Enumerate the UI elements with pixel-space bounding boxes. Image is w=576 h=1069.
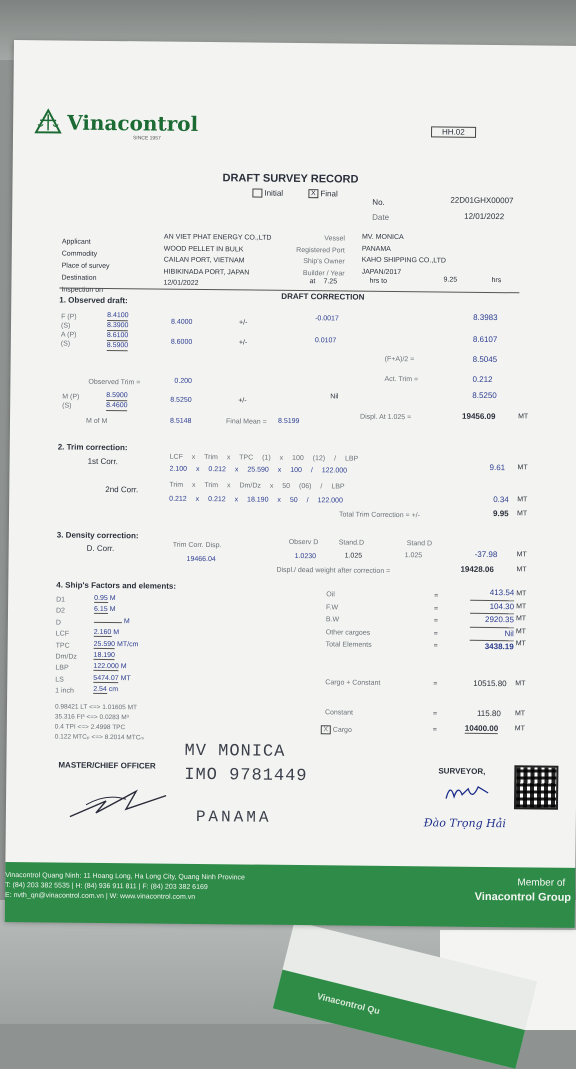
f-result: 8.3983 (473, 313, 498, 322)
displ-after-unit: MT (516, 566, 526, 573)
inch-unit: cm (109, 686, 118, 693)
dmdz-value: 18.190 (94, 652, 116, 660)
fp-label: F (P) (61, 313, 77, 322)
commodity-value: WOOD PELLET IN BULK (164, 243, 272, 256)
m-mean-value: 8.5250 (170, 397, 191, 404)
ap-value: 8.6100 (107, 331, 129, 341)
cargo-value: 10400.00 (465, 724, 498, 734)
ls-unit: MT (121, 675, 131, 682)
fifty-head: 50 (06) (282, 483, 311, 490)
x11: x (277, 497, 281, 504)
oil-label: Oil (326, 589, 372, 602)
second-corr-unit: MT (517, 496, 527, 503)
conv-tpi: 0.4 TPI <=> 2.4998 TPC (55, 722, 145, 733)
builder-value: JAPAN/2017 (362, 266, 446, 278)
applicant-label: Applicant (62, 237, 110, 250)
form-code: HH.02 (431, 126, 476, 137)
f-correction: -0.0017 (315, 315, 339, 322)
final-checkbox (308, 189, 337, 199)
conv-mtc: 0.122 MTCₚ <=> 8.2014 MTCₘ (55, 732, 145, 743)
fifty-val: 50 (290, 497, 298, 504)
x7: x (227, 482, 231, 489)
u5: MT (516, 638, 526, 651)
other-cargoes-value: Nil (470, 627, 514, 641)
x4: x (235, 466, 239, 473)
qr-code (514, 765, 558, 809)
footer-phone: T: (84) 203 382 5535 | H: (84) 936 911 811 | F: (84) 203 382 6169 (5, 882, 208, 891)
a-correction: 0.0107 (315, 337, 336, 344)
master-label: MASTER/CHIEF OFFICER (58, 761, 155, 771)
first-corr-unit: MT (518, 464, 528, 471)
conversion-table (55, 702, 145, 743)
displacement-value: 19456.09 (462, 412, 495, 421)
surveyor-signature (442, 779, 492, 808)
dmdz-head: Dm/Dz (239, 482, 260, 489)
cargo-constant-unit: MT (515, 680, 525, 687)
total-elements-value: 3438.19 (470, 641, 514, 654)
brand-name: Vinacontrol (67, 111, 198, 136)
lbp-value: 122.000 (93, 663, 118, 671)
cargo-box: X (321, 725, 331, 734)
d1-value: 0.95 (94, 595, 108, 603)
final-mean-value: 8.5199 (278, 418, 299, 425)
cargo-eq: = (433, 726, 437, 733)
ms-label: (S) (62, 402, 79, 411)
elements-values (470, 587, 515, 654)
elements-equals: = = = = = (434, 590, 439, 653)
trim-corr-row2-values (169, 496, 343, 505)
footer-address: Vinacontrol Quang Ninh: 11 Hoang Long, Ha Long City, Quang Ninh Province (5, 872, 245, 882)
fw-label: F.W (326, 602, 372, 615)
vessel-value: MV. MONICA (362, 232, 446, 244)
inspection-label: Inspection on (61, 285, 109, 298)
d-value (94, 622, 122, 623)
inch-label: 1 inch (55, 686, 77, 698)
observed-trim-value: 0.200 (174, 378, 192, 385)
slash3: / (320, 483, 322, 490)
u1: MT (516, 588, 526, 601)
place-label: Place of survey (62, 261, 110, 274)
observ-d-value: 1.0230 (295, 553, 316, 560)
owner-value: KAHO SHIPPING CO.,LTD (362, 255, 446, 267)
d2-label: D2 (56, 606, 78, 618)
x8: x (270, 483, 274, 490)
d1-label: D1 (56, 594, 78, 606)
trim3-head: Trim (204, 482, 218, 489)
act-trim-value: 0.212 (472, 375, 492, 384)
port-value: PANAMA (362, 243, 446, 255)
first-corr-label: 1st Corr. (88, 457, 118, 466)
scale-logo-icon (34, 108, 62, 134)
lcf-unit: M (113, 629, 119, 636)
x10: x (235, 496, 239, 503)
trim-head: Trim (204, 454, 218, 461)
final-mean-label: Final Mean = (226, 418, 267, 425)
displ-after-value: 19428.06 (460, 565, 493, 574)
vessel-label: Vessel (277, 233, 345, 245)
member-of-label: Member of (517, 877, 565, 888)
observed-trim-label: Observed Trim = (88, 379, 140, 387)
date-label: Date (372, 213, 389, 222)
m-nil: Nil (330, 393, 338, 400)
trim2-head: Trim (169, 482, 183, 489)
cargo-constant-eq: = (433, 680, 437, 687)
stand-d2-label: Stand D (407, 540, 432, 547)
oil-value: 413.54 (470, 587, 514, 601)
lbp-val: 122.000 (322, 467, 347, 474)
fa2-label: (F+A)/2 = (385, 356, 415, 363)
footer-email: E: nvth_qn@vinacontrol.com.vn | W: www.vinacontrol.com.vn (5, 892, 195, 901)
elements-labels (326, 589, 373, 652)
dmdz-val: 18.190 (247, 496, 268, 503)
act-trim-label: Act. Trim = (384, 376, 418, 383)
brand-since: SINCE 1957 (133, 135, 161, 141)
initial-label: Initial (264, 189, 283, 198)
fa2-value: 8.5045 (473, 355, 498, 364)
no-value: 22D01GHX00007 (450, 196, 513, 206)
mp-value: 8.5900 (106, 391, 128, 401)
tpc-val: 25.590 (247, 466, 268, 473)
hrs-label: hrs (491, 277, 501, 284)
factor-values (93, 593, 139, 696)
as-value: 8.5900 (107, 341, 129, 351)
u3: MT (516, 613, 526, 626)
master-signature (66, 783, 176, 824)
no-label: No. (372, 198, 385, 207)
tpc-label: TPC (56, 640, 78, 652)
bw-value: 2920.35 (470, 614, 514, 628)
owner-label: Ship's Owner (277, 256, 345, 268)
constant-value: 115.80 (477, 709, 501, 718)
inch-value: 2.54 (93, 686, 107, 694)
u2: MT (516, 601, 526, 614)
info-right-values (362, 232, 447, 279)
at-label: at (309, 278, 315, 285)
a-result: 8.6107 (473, 335, 498, 344)
tpc-value: 25.590 (94, 640, 116, 648)
ms-value: 8.4600 (106, 401, 128, 411)
section4-title: 4. Ship's Factors and elements: (56, 580, 176, 590)
stand-d-label: Stand.D (339, 539, 364, 546)
section1-title: 1. Observed draft: (59, 295, 128, 305)
conv-lt: 0.98421 LT <=> 1.01605 MT (55, 702, 145, 713)
x3: x (196, 466, 200, 473)
lbp-head: LBP (345, 455, 358, 462)
lcf-label: LCF (56, 629, 78, 641)
total-trim-value: 9.95 (493, 509, 509, 518)
vessel-stamp-imo: IMO 9781449 (184, 766, 307, 786)
initial-box (252, 189, 262, 198)
displ-after-label: Displ./ dead weight after correction = (276, 567, 390, 575)
to-value: 9.25 (443, 277, 457, 284)
trim-corr-row1-values (169, 466, 347, 475)
mp-label: M (P) (62, 393, 79, 402)
x2: x (227, 454, 231, 461)
total-elements-label: Total Elements (326, 639, 372, 652)
tpc-head: TPC (1) (239, 454, 271, 461)
commodity-label: Commodity (62, 249, 110, 262)
second-document-text: Vinacontrol Qu (316, 991, 381, 1016)
at-value: 7.25 (323, 278, 337, 285)
draft-values (107, 311, 129, 351)
trim-val: 0.212 (208, 466, 226, 473)
ls-value: 5474.07 (93, 675, 118, 683)
mom-value: 8.5148 (170, 418, 191, 425)
observ-d-label: Observ D (289, 539, 319, 546)
lbp2-head: LBP (331, 483, 344, 490)
trim-corr-disp-value: 19466.04 (187, 556, 216, 563)
total-trim-unit: MT (517, 510, 527, 517)
total-trim-label: Total Trim Correction = +/- (339, 511, 420, 519)
cargo-constant-value: 10515.80 (473, 679, 506, 688)
m-result: 8.5250 (472, 391, 497, 400)
page-title: DRAFT SURVEY RECORD (223, 172, 359, 185)
conv-ft: 35.316 Ft³ <=> 0.0283 M³ (55, 712, 145, 723)
destination-label: Destination (61, 273, 109, 286)
first-corr-result: 9.61 (490, 463, 506, 472)
fp-value: 8.4100 (107, 311, 129, 321)
as-label: (S) (61, 340, 77, 349)
cargo-label: Cargo (333, 727, 352, 734)
d1-unit: M (110, 595, 116, 602)
place-value: CAILAN PORT, VIETNAM (164, 255, 272, 268)
ls-label: LS (55, 674, 77, 686)
initial-checkbox (252, 189, 283, 199)
trim2-val: 0.212 (169, 496, 187, 503)
m-pm-label: +/- (238, 397, 246, 404)
destination-value: HIBIKINADA PORT, JAPAN (164, 266, 272, 279)
f-pm-label: +/- (239, 319, 247, 326)
a-pm-label: +/- (239, 339, 247, 346)
cargo-unit: MT (515, 725, 525, 732)
trim-corr-disp-label: Trim Corr. Disp. (173, 542, 222, 550)
info-values (163, 232, 271, 291)
x6: x (192, 482, 196, 489)
date-value: 12/01/2022 (464, 212, 504, 221)
d-label: D (56, 617, 78, 629)
info-right-labels (277, 233, 345, 280)
cargo-constant-label: Cargo + Constant (325, 679, 380, 687)
inspection-value: 12/01/2022 (163, 278, 271, 291)
cargo-checkbox (321, 725, 352, 734)
second-corr-result: 0.34 (493, 495, 509, 504)
f-mean-value: 8.4000 (171, 319, 192, 326)
constant-unit: MT (515, 710, 525, 717)
fw-value: 104.30 (470, 600, 514, 614)
fs-label: (S) (61, 322, 77, 331)
vessel-stamp-flag: PANAMA (196, 808, 272, 827)
stand-d-value: 1.025 (345, 552, 363, 559)
midship-labels (62, 393, 79, 411)
constant-label: Constant (325, 709, 353, 716)
mom-label: M of M (86, 418, 107, 425)
dmdz-label: Dm/Dz (55, 652, 77, 664)
lbp-label: LBP (55, 663, 77, 675)
surveyor-name: Đào Trọng Hải (424, 816, 506, 830)
draft-survey-document (5, 40, 576, 926)
displacement-label: Displ. At 1.025 = (360, 414, 411, 422)
slash1: / (334, 455, 336, 462)
slash2: / (311, 467, 313, 474)
hundred-val: 100 (290, 467, 302, 474)
draft-labels (61, 313, 77, 349)
section2-title: 2. Trim correction: (58, 442, 128, 452)
x9: x (196, 496, 200, 503)
stand-d2-value: 1.025 (405, 552, 423, 559)
slash4: / (307, 497, 309, 504)
a-mean-value: 8.6000 (171, 339, 192, 346)
other-cargoes-label: Other cargoes (326, 627, 372, 640)
d2-value: 6.15 (94, 606, 108, 614)
surveyor-label: SURVEYOR, (438, 766, 485, 775)
factor-labels (55, 594, 77, 697)
section3-title: 3. Density correction: (57, 530, 139, 540)
trim-corr-row1-header (170, 454, 359, 463)
tpc-unit: MT/cm (117, 641, 138, 648)
vessel-stamp-name: MV MONICA (184, 742, 285, 762)
x5: x (278, 467, 282, 474)
lcf-val: 2.100 (169, 466, 187, 473)
d-unit: M (124, 618, 130, 625)
group-name: Vinacontrol Group (475, 891, 571, 904)
density-corr-result: -37.98 (475, 550, 498, 559)
builder-label: Builder / Year (277, 267, 345, 279)
x1: x (192, 454, 196, 461)
density-corr-label: D. Corr. (87, 544, 115, 553)
bw-label: B.W (326, 614, 372, 627)
ap-label: A (P) (61, 331, 77, 340)
draft-correction-title: DRAFT CORRECTION (281, 292, 364, 302)
port-label: Registered Port (277, 244, 345, 256)
second-corr-label: 2nd Corr. (105, 485, 138, 494)
midship-values (106, 391, 128, 411)
constant-eq: = (433, 710, 437, 717)
lbp-unit: M (121, 664, 127, 671)
hrs-to-label: hrs to (369, 278, 387, 285)
final-label: Final (320, 189, 337, 198)
u4: MT (516, 626, 526, 639)
d2-unit: M (110, 606, 116, 613)
trim-corr-row2-header (169, 482, 344, 491)
lcf-head: LCF (170, 454, 183, 461)
density-corr-unit: MT (517, 551, 527, 558)
final-box: X (308, 189, 318, 198)
displacement-unit: MT (518, 413, 528, 420)
footer-bar (5, 862, 576, 928)
lcf-value: 2.160 (94, 629, 112, 637)
fs-value: 8.3900 (107, 321, 129, 331)
lbp2-val: 122.000 (318, 497, 343, 504)
applicant-value: AN VIET PHAT ENERGY CO.,LTD (164, 232, 272, 245)
elements-units (516, 588, 527, 651)
trim3-val: 0.212 (208, 496, 226, 503)
x100-head: x 100 (12) (280, 455, 326, 462)
